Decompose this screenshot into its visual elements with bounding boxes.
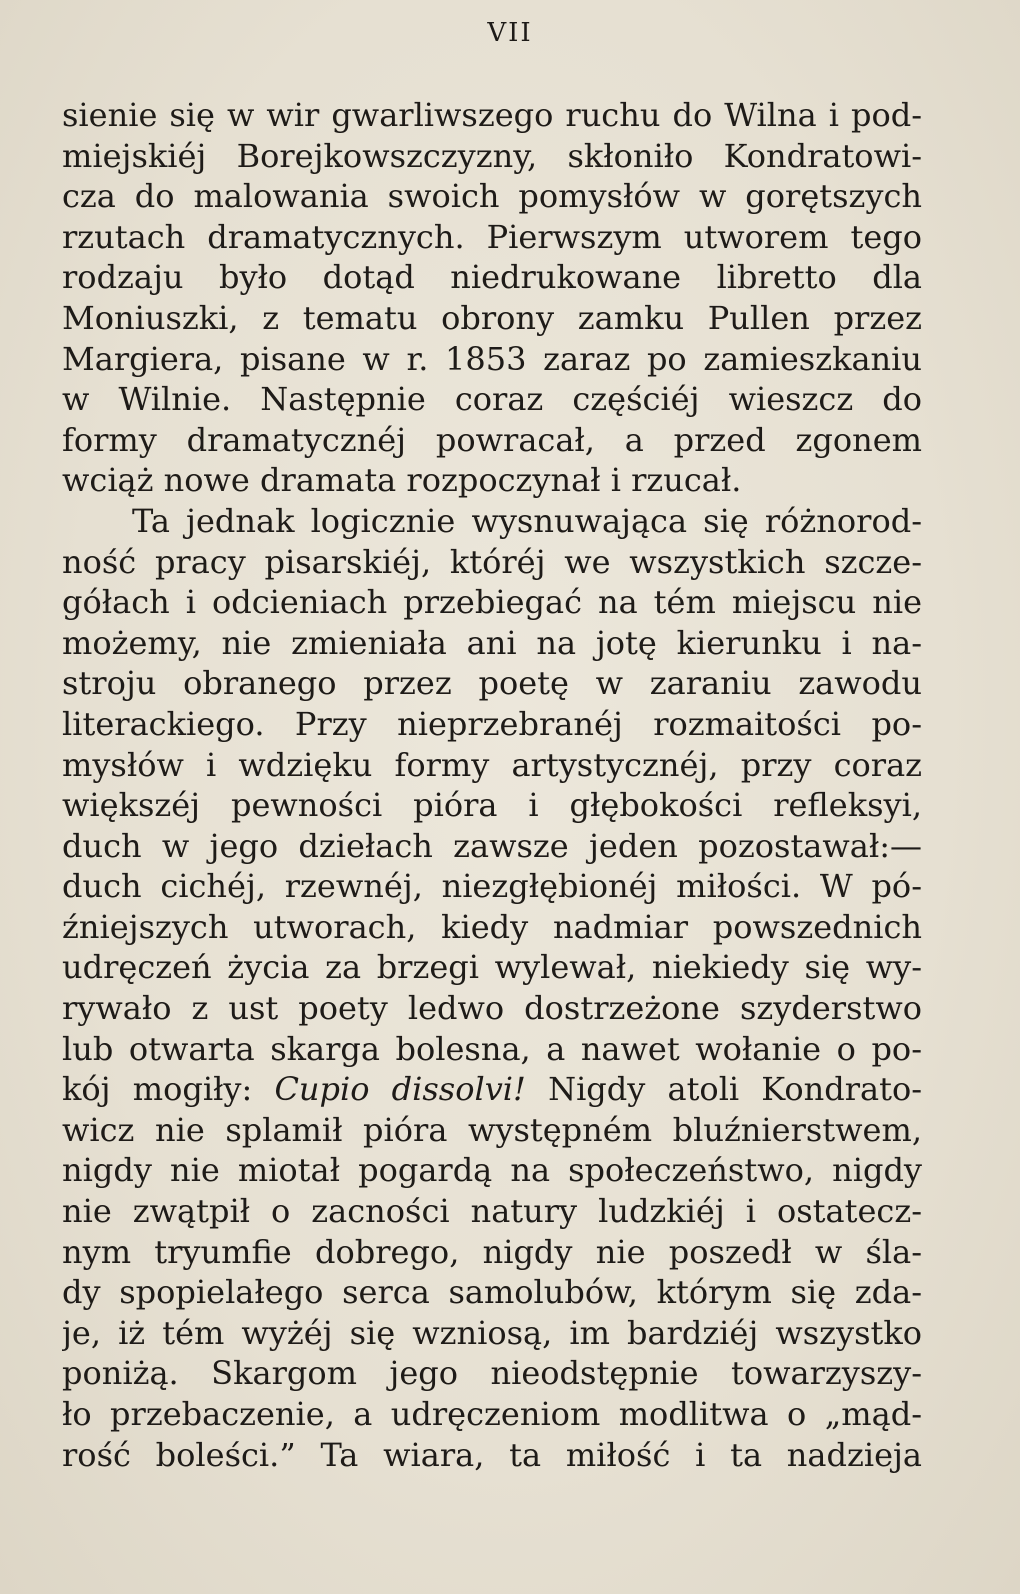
text-line: nym tryumfie dobrego, nigdy nie poszedł w śla- — [62, 1232, 922, 1271]
text-line: Margiera, pisane w r. 1853 zaraz po zamieszkaniu — [62, 339, 922, 378]
text-line: literackiego. Przy nieprzebranéj rozmaitości po- — [62, 704, 922, 743]
text-line: lub otwarta skarga bolesna, a nawet wołanie o po- — [62, 1029, 922, 1068]
text-line: duch w jego dziełach zawsze jeden pozostawał:— — [62, 826, 922, 865]
text-line: ność pracy pisarskiéj, któréj we wszystkich szcze- — [62, 542, 922, 581]
text-line: nie zwątpił o zacności natury ludzkiéj i ostatecz- — [62, 1192, 922, 1231]
text-line: nigdy nie miotał pogardą na społeczeństwo, nigdy — [62, 1151, 922, 1190]
text-line: wicz nie splamił pióra występném bluźnierstwem, — [62, 1110, 922, 1149]
text-line: poniżą. Skargom jego nieodstępnie towarzyszy- — [62, 1354, 922, 1393]
line-start-text: kój mogiły: — [62, 1070, 275, 1109]
text-line: rzutach dramatycznych. Pierwszym utworem tego — [62, 217, 922, 256]
text-line: miejskiéj Borejkowszczyzny, skłoniło Kondratowi- — [62, 136, 922, 175]
paragraph-start-line: Ta jednak logicznie wysnuwająca się różnorod- — [132, 501, 922, 540]
text-line: Moniuszki, z tematu obrony zamku Pullen przez — [62, 298, 922, 337]
line-end-text: Nigdy atoli Kondrato- — [548, 1070, 922, 1109]
text-line: gółach i odcieniach przebiegać na tém miejscu nie — [62, 583, 922, 622]
text-line: wciąż nowe dramata rozpoczynał i rzucał. — [62, 461, 742, 500]
text-line: możemy, nie zmieniała ani na jotę kierunku i na- — [62, 623, 922, 662]
text-line: dy spopielałego serca samolubów, którym się zda- — [62, 1273, 922, 1312]
page-number: VII — [487, 18, 533, 48]
text-line: mysłów i wdzięku formy artystycznéj, przy coraz — [62, 745, 922, 784]
text-line: źniejszych utworach, kiedy nadmiar powszednich — [62, 907, 922, 946]
text-line: stroju obranego przez poetę w zaraniu zawodu — [62, 664, 922, 703]
text-line-with-quote — [62, 1069, 922, 1110]
text-line: je, iż tém wyżéj się wzniosą, im bardziéj wszystko — [62, 1313, 922, 1352]
text-line: rodzaju było dotąd niedrukowane libretto dla — [62, 258, 922, 297]
italic-quote: Cupio dissolvi! — [274, 1070, 526, 1109]
text-line: cza do malowania swoich pomysłów w gorętszych — [62, 177, 922, 216]
text-line: rość boleści.” Ta wiara, ta miłość i ta nadzieja — [62, 1435, 922, 1474]
text-line: w Wilnie. Następnie coraz częściéj wieszcz do — [62, 380, 922, 419]
text-line: rywało z ust poety ledwo dostrzeżone szyderstwo — [62, 989, 922, 1028]
text-line: formy dramatycznéj powracał, a przed zgonem — [62, 420, 922, 459]
text-line: większéj pewności pióra i głębokości refleksyi, — [62, 786, 922, 825]
text-line: ło przebaczenie, a udręczeniom modlitwa o „mąd- — [62, 1395, 922, 1433]
body-text — [62, 95, 922, 1475]
text-line: udręczeń życia za brzegi wylewał, niekiedy się wy- — [62, 948, 922, 987]
text-line: sienie się w wir gwarliwszego ruchu do Wilna i pod- — [62, 96, 922, 134]
text-line: duch cichéj, rzewnéj, niezgłębionéj miłości. W pó- — [62, 867, 922, 906]
